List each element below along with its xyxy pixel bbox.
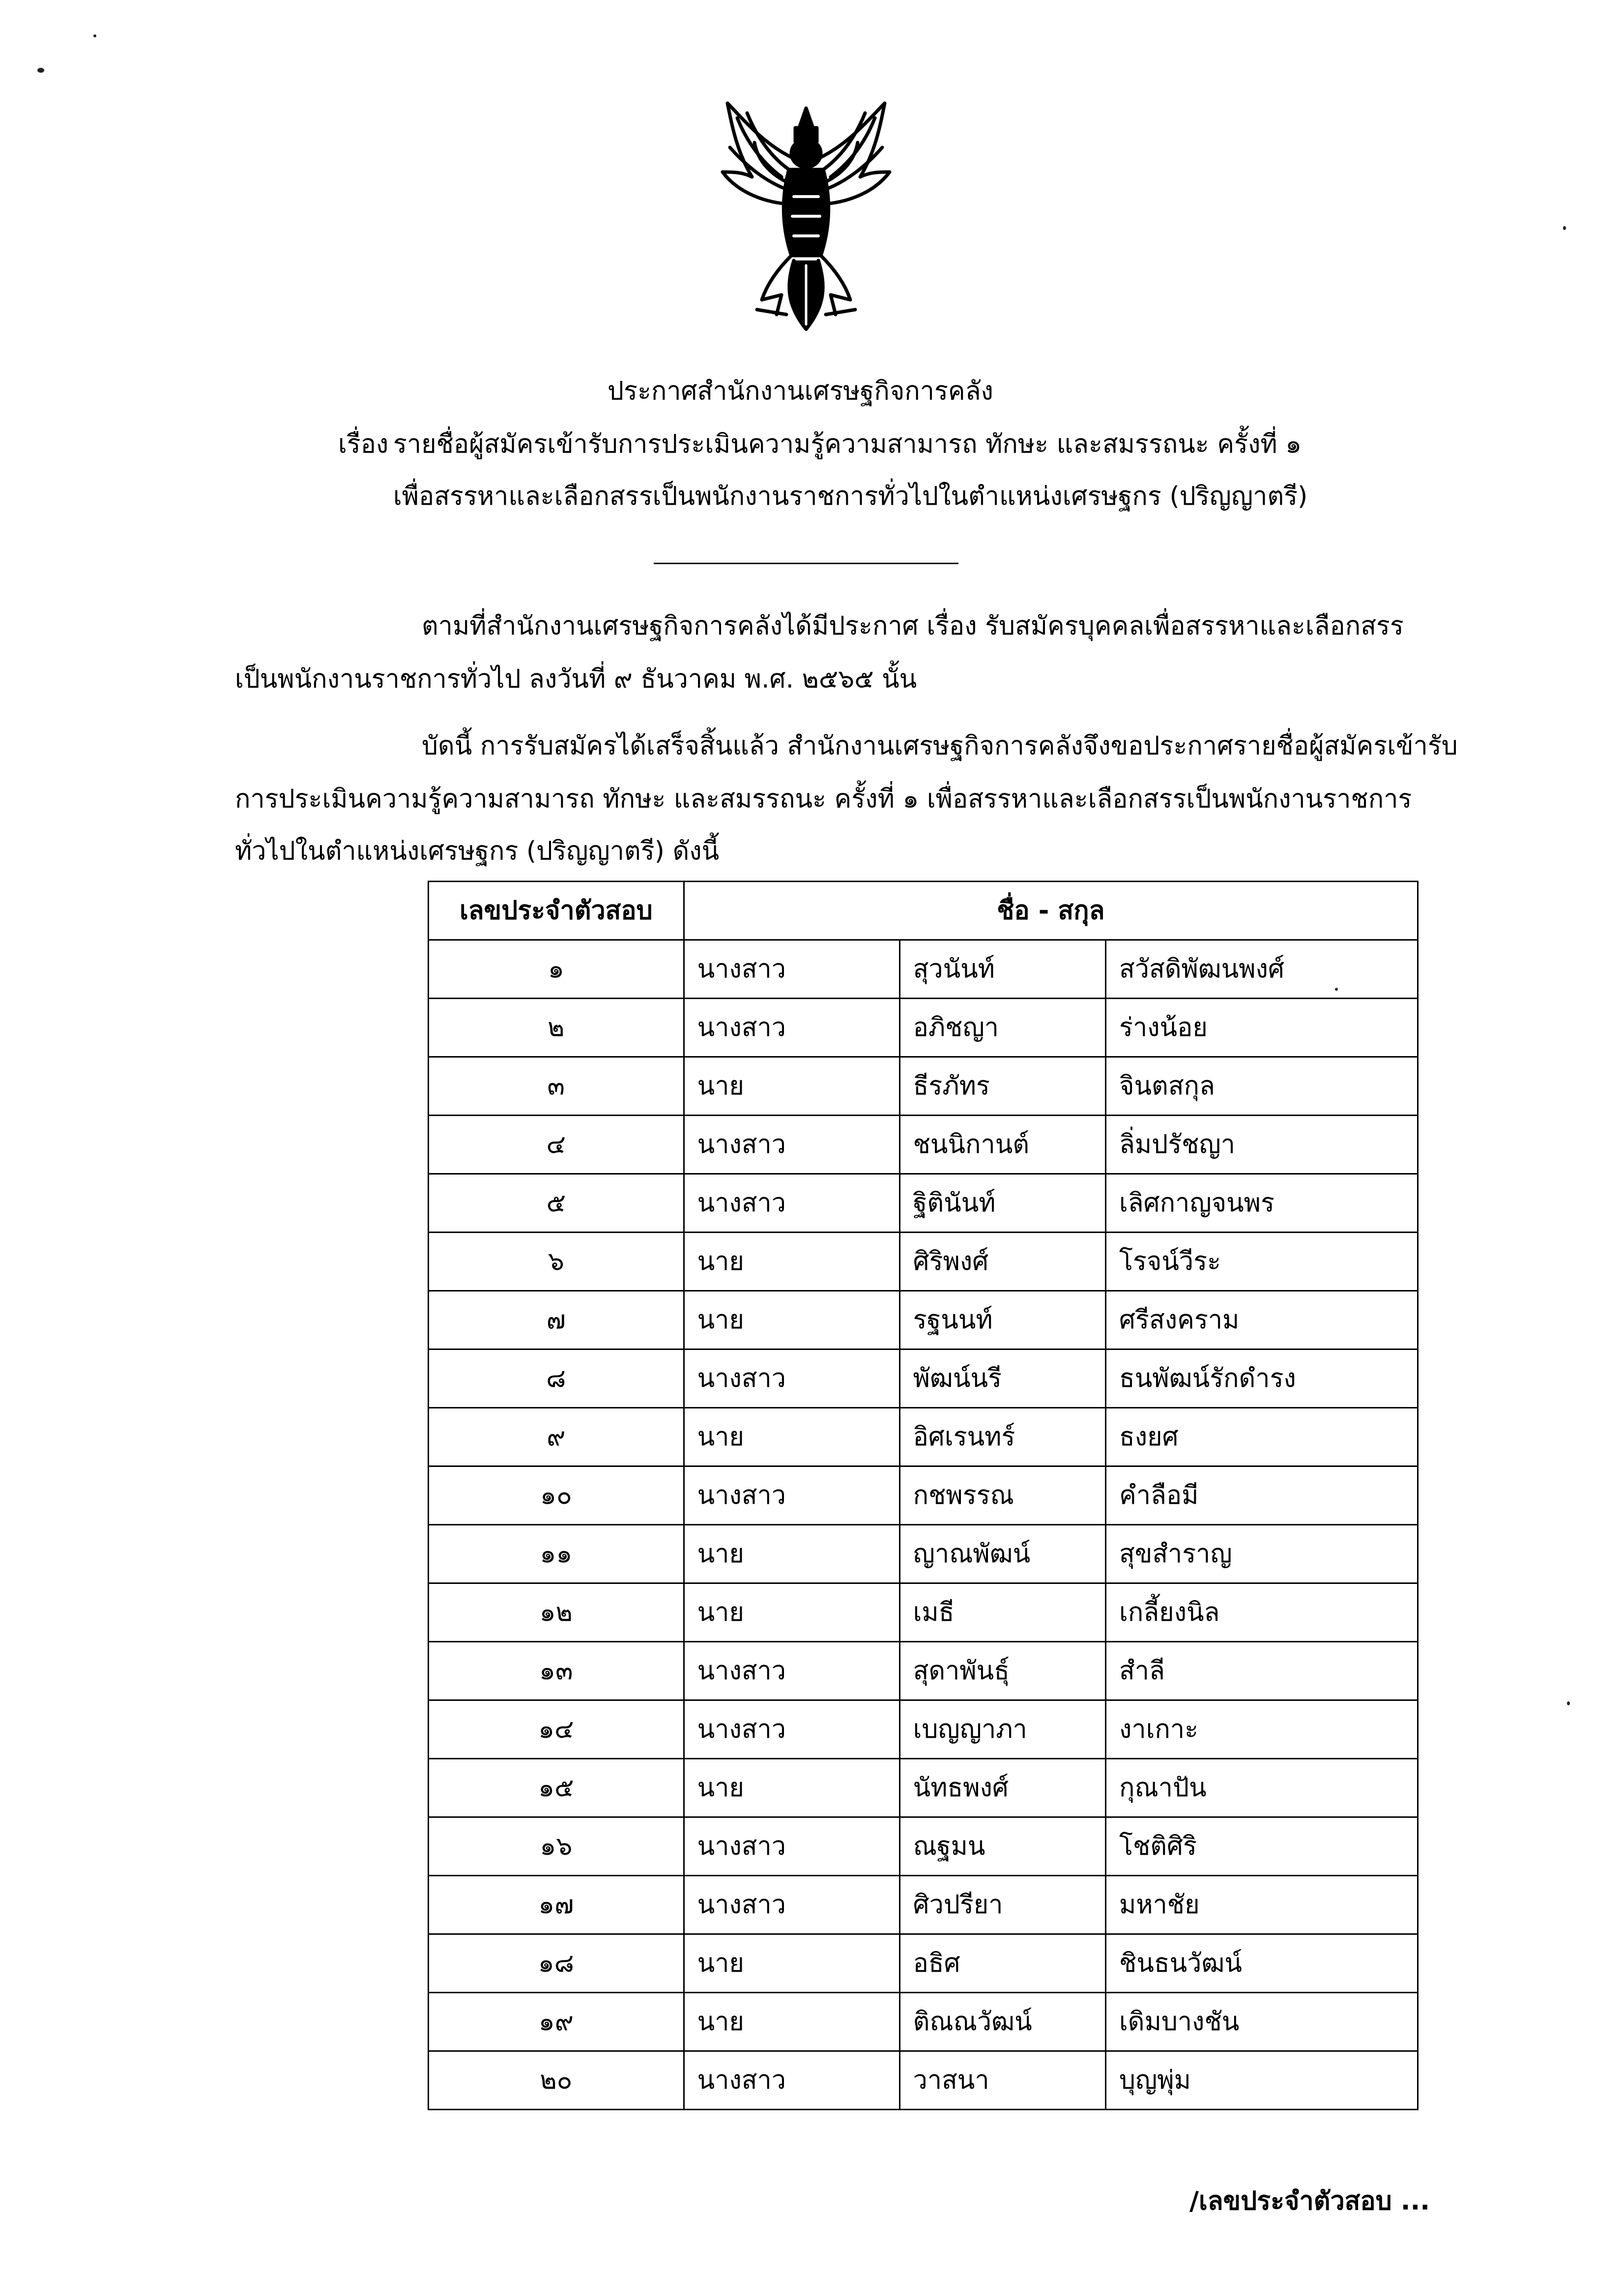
candidate-id-cell: ๔ <box>429 1116 684 1174</box>
candidate-last-name-cell: โรจน์วีระ <box>1106 1233 1418 1291</box>
candidate-title-cell: นาย <box>684 1057 899 1116</box>
table-row <box>429 1233 1418 1291</box>
scan-speck <box>93 34 96 37</box>
candidate-last-name-cell: เลิศกาญจนพร <box>1106 1174 1418 1233</box>
table-header-row <box>429 882 1418 940</box>
candidate-first-name-cell: อภิชญา <box>899 999 1105 1057</box>
candidate-id-cell: ๑ <box>429 940 684 999</box>
candidate-table <box>428 881 1419 2110</box>
candidate-id-cell: ๒ <box>429 999 684 1057</box>
candidate-first-name-cell: ธีรภัทร <box>899 1057 1105 1116</box>
scan-speck <box>1563 226 1566 230</box>
garuda-emblem-icon <box>708 98 904 339</box>
candidate-id-cell: ๑๖ <box>429 1817 684 1876</box>
candidate-last-name-cell: โชติศิริ <box>1106 1817 1418 1876</box>
table-row <box>429 1876 1418 1934</box>
candidate-last-name-cell: เกลี้ยงนิล <box>1106 1583 1418 1642</box>
table-row <box>429 940 1418 999</box>
column-header-id: เลขประจำตัวสอบ <box>429 882 684 940</box>
candidate-first-name-cell: กชพรรณ <box>899 1466 1105 1525</box>
paragraph-2-line-2: การประเมินความรู้ความสามารถ ทักษะ และสมรรถนะ ครั้งที่ ๑ เพื่อสรรหาและเลือกสรรเป็นพนักงานราชการ <box>235 784 1412 814</box>
table-row <box>429 1349 1418 1408</box>
continuation-note: /เลขประจำตัวสอบ ... <box>1189 2186 1430 2216</box>
candidate-id-cell: ๑๒ <box>429 1583 684 1642</box>
candidate-first-name-cell: ฐิตินันท์ <box>899 1174 1105 1233</box>
candidate-first-name-cell: ศิริพงศ์ <box>899 1233 1105 1291</box>
candidate-first-name-cell: สุวนันท์ <box>899 940 1105 999</box>
candidate-id-cell: ๑๓ <box>429 1642 684 1700</box>
candidate-table-body <box>429 940 1418 2110</box>
table-row <box>429 1466 1418 1525</box>
candidate-title-cell: นางสาว <box>684 940 899 999</box>
table-row <box>429 1700 1418 1759</box>
candidate-title-cell: นาย <box>684 1291 899 1349</box>
candidate-first-name-cell: เบญญาภา <box>899 1700 1105 1759</box>
candidate-id-cell: ๑๔ <box>429 1700 684 1759</box>
candidate-last-name-cell: คำลือมี <box>1106 1466 1418 1525</box>
candidate-last-name-cell: บุญพุ่ม <box>1106 2051 1418 2110</box>
candidate-title-cell: นางสาว <box>684 999 899 1057</box>
candidate-first-name-cell: รฐนนท์ <box>899 1291 1105 1349</box>
candidate-title-cell: นางสาว <box>684 1466 899 1525</box>
candidate-first-name-cell: วาสนา <box>899 2051 1105 2110</box>
table-row <box>429 1291 1418 1349</box>
table-row <box>429 1642 1418 1700</box>
candidate-id-cell: ๖ <box>429 1233 684 1291</box>
paragraph-2-line-3: ทั่วไปในตำแหน่งเศรษฐกร (ปริญญาตรี) ดังนี้ <box>235 836 720 866</box>
table-row <box>429 1817 1418 1876</box>
subject-line-2: เพื่อสรรหาและเลือกสรรเป็นพนักงานราชการทั่วไปในตำแหน่งเศรษฐกร (ปริญญาตรี) <box>393 482 1308 511</box>
candidate-title-cell: นางสาว <box>684 1174 899 1233</box>
candidate-title-cell: นาย <box>684 1408 899 1466</box>
table-row <box>429 1583 1418 1642</box>
header-divider <box>654 563 958 564</box>
candidate-title-cell: นางสาว <box>684 1817 899 1876</box>
paragraph-1-line-2: เป็นพนักงานราชการทั่วไป ลงวันที่ ๙ ธันวาคม พ.ศ. ๒๕๖๕ นั้น <box>235 664 917 694</box>
table-row <box>429 1408 1418 1466</box>
table-row <box>429 1934 1418 1993</box>
candidate-id-cell: ๑๙ <box>429 1993 684 2051</box>
candidate-title-cell: นางสาว <box>684 1349 899 1408</box>
candidate-title-cell: นาย <box>684 1934 899 1993</box>
candidate-last-name-cell: มหาชัย <box>1106 1876 1418 1934</box>
table-row <box>429 1057 1418 1116</box>
candidate-last-name-cell: งาเกาะ <box>1106 1700 1418 1759</box>
candidate-title-cell: นาย <box>684 1759 899 1817</box>
candidate-first-name-cell: ติณณวัฒน์ <box>899 1993 1105 2051</box>
column-header-name: ชื่อ - สกุล <box>684 882 1418 940</box>
table-row <box>429 1993 1418 2051</box>
candidate-id-cell: ๙ <box>429 1408 684 1466</box>
candidate-first-name-cell: ณฐมน <box>899 1817 1105 1876</box>
table-row <box>429 999 1418 1057</box>
table-row <box>429 1759 1418 1817</box>
candidate-last-name-cell: จินตสกุล <box>1106 1057 1418 1116</box>
candidate-title-cell: นางสาว <box>684 1700 899 1759</box>
candidate-title-cell: นางสาว <box>684 1876 899 1934</box>
candidate-title-cell: นางสาว <box>684 1116 899 1174</box>
candidate-first-name-cell: นัทธพงศ์ <box>899 1759 1105 1817</box>
subject-line-1: รายชื่อผู้สมัครเข้ารับการประเมินความรู้ความสามารถ ทักษะ และสมรรถนะ ครั้งที่ ๑ <box>393 430 1302 459</box>
candidate-last-name-cell: สุขสำราญ <box>1106 1525 1418 1583</box>
candidate-first-name-cell: อธิศ <box>899 1934 1105 1993</box>
candidate-title-cell: นาย <box>684 1993 899 2051</box>
candidate-title-cell: นางสาว <box>684 2051 899 2110</box>
candidate-id-cell: ๓ <box>429 1057 684 1116</box>
candidate-last-name-cell: สวัสดิพัฒนพงศ์ <box>1106 940 1418 999</box>
candidate-id-cell: ๗ <box>429 1291 684 1349</box>
candidate-first-name-cell: ศิวปรียา <box>899 1876 1105 1934</box>
paragraph-2-line-1: บัดนี้ การรับสมัครได้เสร็จสิ้นแล้ว สำนักงานเศรษฐกิจการคลังจึงขอประกาศรายชื่อผู้สมัครเข้ารับ <box>422 731 1458 761</box>
candidate-first-name-cell: พัฒน์นรี <box>899 1349 1105 1408</box>
candidate-first-name-cell: อิศเรนทร์ <box>899 1408 1105 1466</box>
table-row <box>429 1174 1418 1233</box>
candidate-id-cell: ๑๕ <box>429 1759 684 1817</box>
candidate-last-name-cell: สำลี <box>1106 1642 1418 1700</box>
candidate-title-cell: นางสาว <box>684 1642 899 1700</box>
candidate-last-name-cell: ชินธนวัฒน์ <box>1106 1934 1418 1993</box>
candidate-last-name-cell: เดิมบางชัน <box>1106 1993 1418 2051</box>
scan-speck <box>1335 988 1338 991</box>
table-row <box>429 1116 1418 1174</box>
candidate-id-cell: ๕ <box>429 1174 684 1233</box>
candidate-first-name-cell: ญาณพัฒน์ <box>899 1525 1105 1583</box>
candidate-title-cell: นาย <box>684 1525 899 1583</box>
paragraph-1-line-1: ตามที่สำนักงานเศรษฐกิจการคลังได้มีประกาศ เรื่อง รับสมัครบุคคลเพื่อสรรหาและเลือกสรร <box>422 611 1404 641</box>
subject-label: เรื่อง <box>338 430 389 459</box>
candidate-first-name-cell: สุดาพันธุ์ <box>899 1642 1105 1700</box>
candidate-last-name-cell: ธนพัฒน์รักดำรง <box>1106 1349 1418 1408</box>
scan-speck <box>37 68 44 73</box>
candidate-id-cell: ๒๐ <box>429 2051 684 2110</box>
candidate-last-name-cell: ศรีสงคราม <box>1106 1291 1418 1349</box>
table-row <box>429 1525 1418 1583</box>
candidate-id-cell: ๑๘ <box>429 1934 684 1993</box>
candidate-id-cell: ๘ <box>429 1349 684 1408</box>
announcement-title: ประกาศสำนักงานเศรษฐกิจการคลัง <box>608 376 993 406</box>
candidate-id-cell: ๑๗ <box>429 1876 684 1934</box>
candidate-last-name-cell: กุณาปัน <box>1106 1759 1418 1817</box>
candidate-title-cell: นาย <box>684 1583 899 1642</box>
candidate-id-cell: ๑๑ <box>429 1525 684 1583</box>
candidate-first-name-cell: ชนนิกานต์ <box>899 1116 1105 1174</box>
candidate-title-cell: นาย <box>684 1233 899 1291</box>
candidate-last-name-cell: ร่างน้อย <box>1106 999 1418 1057</box>
scan-speck <box>1567 1701 1570 1705</box>
candidate-first-name-cell: เมธี <box>899 1583 1105 1642</box>
candidate-last-name-cell: ธงยศ <box>1106 1408 1418 1466</box>
table-row <box>429 2051 1418 2110</box>
candidate-last-name-cell: ลิ่มปรัชญา <box>1106 1116 1418 1174</box>
candidate-id-cell: ๑๐ <box>429 1466 684 1525</box>
